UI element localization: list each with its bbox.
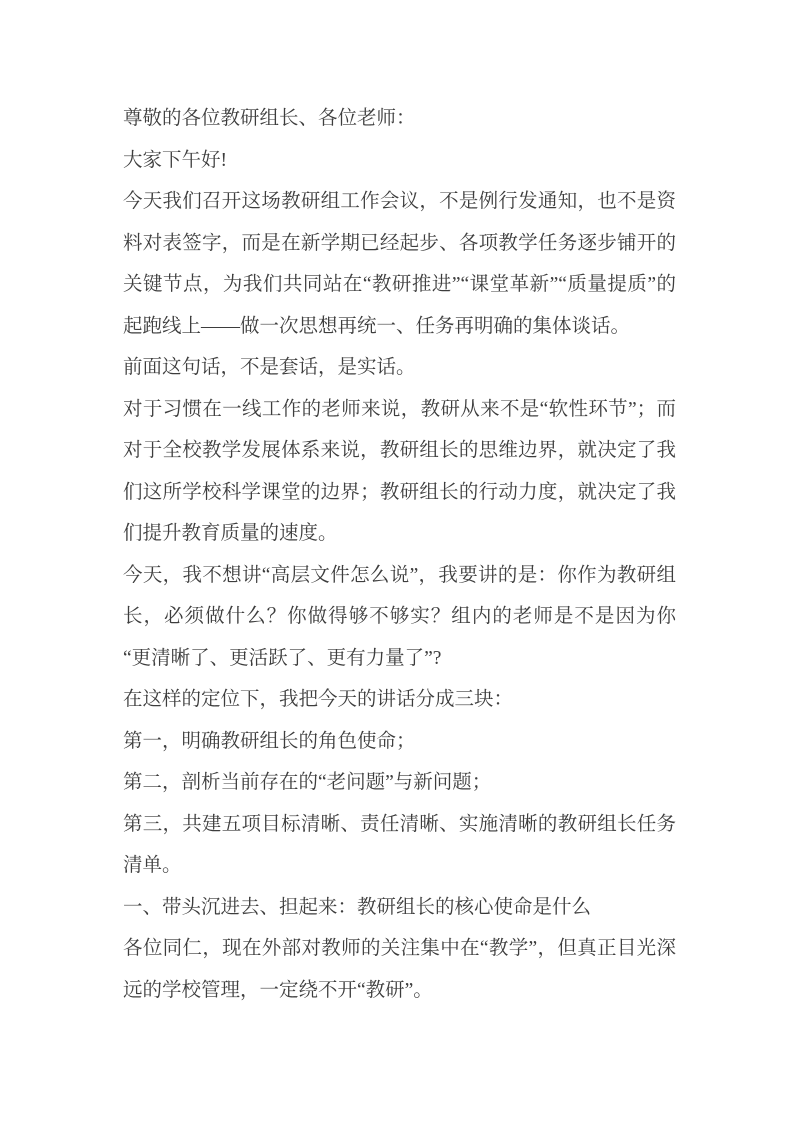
text-line: 第一，明确教研组长的角色使命； — [123, 730, 416, 752]
text-line: “更清晰了、更活跃了、更有力量了”? — [123, 647, 442, 669]
text-line: 清单。 — [123, 855, 182, 876]
text-line: 起跑线上——做一次思想再统一、任务再明确的集体谈话。 — [123, 315, 631, 337]
text-line: 远的学校管理，一定绕不开“教研”。 — [123, 979, 433, 1001]
text-line: 关键节点，为我们共同站在“教研推进”“课堂革新”“质量提质”的 — [123, 274, 676, 295]
text-line: 各位同仁，现在外部对教师的关注集中在“教学”，但真正目光深 — [123, 938, 676, 959]
document-text — [123, 98, 676, 1011]
text-line: 一、带头沉进去、担起来：教研组长的核心使命是什么 — [123, 896, 592, 918]
text-line: 们这所学校科学课堂的边界；教研组长的行动力度，就决定了我 — [123, 481, 676, 503]
text-line: 在这样的定位下，我把今天的讲话分成三块： — [123, 689, 514, 710]
text-line: 大家下午好! — [123, 149, 227, 171]
text-line: 第三，共建五项目标清晰、责任清晰、实施清晰的教研组长任务 — [123, 813, 676, 835]
text-line: 长，必须做什么？你做得够不够实？组内的老师是不是因为你 — [123, 606, 676, 627]
text-line: 对于习惯在一线工作的老师来说，教研从来不是“软性环节”；而 — [123, 398, 676, 420]
text-line: 对于全校教学发展体系来说，教研组长的思维边界，就决定了我 — [123, 440, 676, 461]
text-line: 料对表签字，而是在新学期已经起步、各项教学任务逐步铺开的 — [123, 232, 676, 254]
text-line: 第二，剖析当前存在的“老问题”与新问题； — [123, 772, 492, 793]
text-line: 今天我们召开这场教研组工作会议，不是例行发通知，也不是资 — [123, 191, 676, 212]
text-line: 前面这句话，不是套话，是实话。 — [123, 357, 416, 378]
text-line: 今天，我不想讲“高层文件怎么说”，我要讲的是：你作为教研组 — [123, 564, 676, 586]
text-line: 尊敬的各位教研组长、各位老师： — [123, 108, 416, 129]
text-line: 们提升教育质量的速度。 — [123, 523, 338, 544]
